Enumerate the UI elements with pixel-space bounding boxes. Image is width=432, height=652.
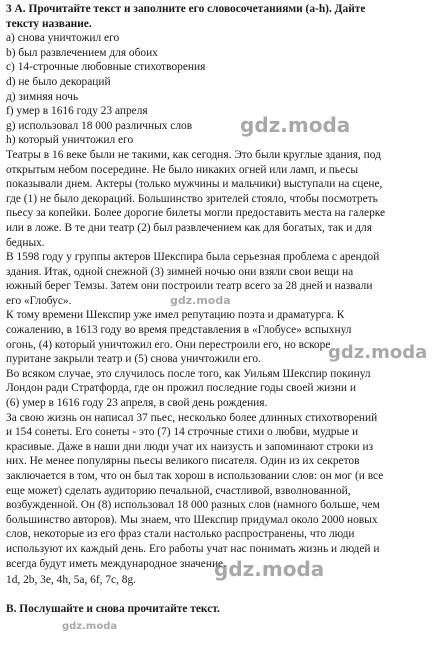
text-line: Лондон ради Стратфорда, где он прожил последние годы своей жизни и	[6, 382, 356, 395]
text-line: его «Глобус».	[6, 294, 72, 307]
options-list	[6, 31, 426, 148]
text-line: всегда будут иметь международное значение.	[6, 557, 226, 570]
option-item: д) зимняя ночь	[6, 90, 79, 103]
exercise-page	[6, 2, 426, 616]
text-line: В 1598 году у группы актеров Шекспира была серьезная проблема с арендой	[6, 251, 380, 264]
text-line: заключается в том, что он был так хорош в использовании слов: он мог (и все	[6, 470, 384, 482]
text-line: бедных.	[6, 236, 45, 249]
watermark: gdz.moda	[214, 557, 325, 581]
watermark: gdz.moda	[170, 294, 231, 307]
text-line: красивые. Даже в наши дни люди учат их наизусть и запоминают строки из	[6, 440, 374, 453]
answer-key: 1d, 2b, 3e, 4h, 5a, 6f, 7c, 8g.	[6, 574, 137, 587]
text-line: Во всяком случае, это случилось после того, как Уильям Шекспир покинул	[6, 367, 371, 380]
option-item: f) умер в 1616 году 23 апреля	[6, 105, 148, 118]
text-line: огонь, (4) который уничтожил его. Они перестроили его, но вскоре	[6, 338, 331, 351]
text-line: сожалению, в 1613 году во время представления в «Глобусе» вспыхнул	[6, 324, 352, 337]
option-item: d) не было декораций	[6, 75, 111, 88]
text-line: или в ложе. В те дни театр (2) был развлечением как для богатых, так и для	[6, 221, 372, 234]
text-line: пьесу за копейки. Более дорогие билеты могли предоставить места на галерке	[6, 207, 386, 220]
text-line: слов, некоторые из его фраз стали настолько распространены, что люди	[6, 528, 355, 541]
text-line: южный берег Темзы. Затем они построили театр всего за 28 дней и назвали	[6, 280, 373, 293]
text-line: здания. Итак, одной снежной (3) зимней ночью они взяли свои вещи на	[6, 265, 354, 278]
text-line: открытым небом посередине. Не было никаких огней или ламп, и пьесы	[6, 163, 359, 176]
option-item: b) был развлечением для обоих	[6, 46, 158, 59]
option-item: g) использовал 18 000 различных слов	[6, 119, 193, 132]
section-b-heading: B. Послушайте и снова прочитайте текст.	[6, 602, 220, 615]
task-heading	[6, 2, 426, 31]
text-line: большинство авторов). Мы знаем, что Шекспир придумал около 2000 новых	[6, 513, 378, 526]
paragraph	[6, 367, 426, 411]
watermark: gdz.moda	[62, 621, 118, 632]
text-line: возбужденной. Он (8) использовал 18 000 разных слов (намного больше, чем	[6, 499, 380, 512]
option-item: c) 14-строчные любовные стихотворения	[6, 61, 206, 74]
text-line: где (1) не было декораций. Большинство зрителей стояло, чтобы посмотреть	[6, 192, 378, 205]
text-line: них. Не менее популярны пьесы великого писателя. Один из их секретов	[6, 455, 360, 468]
option-item: a) снова уничтожил его	[6, 32, 120, 45]
text-line: показывали днем. Актеры (только мужчины и мальчики) выступали на сцене,	[6, 178, 383, 191]
option-item: h) который уничтожил его	[6, 134, 134, 147]
paragraph	[6, 148, 426, 250]
text-line: К тому времени Шекспир уже имел репутацию поэта и драматурга. К	[6, 309, 345, 322]
watermark: gdz.moda	[240, 113, 351, 137]
text-line: пуритане закрыли театр и (5) снова уничтожили его.	[6, 353, 261, 366]
text-line: еще может) сделать аудиторию печальной, счастливой, взволнованной,	[6, 484, 351, 497]
text-line: За свою жизнь он написал 37 пьес, несколько более длинных стихотворений	[6, 411, 378, 424]
text-line: (6) умер в 1616 году 23 апреля, в свой день рождения.	[6, 397, 268, 410]
task-heading-line: 3 А. Прочитайте текст и заполните его словосочетаниями (a-h). Дайте	[6, 3, 366, 15]
text-line: Театры в 16 веке были не такими, как сегодня. Это были круглые здания, под	[6, 148, 381, 161]
paragraph	[6, 411, 426, 572]
watermark: gdz.moda	[328, 342, 428, 363]
text-line: используют их каждый день. Его работы учат нас понимать жизнь и людей и	[6, 542, 380, 555]
task-heading-line: тексту название.	[6, 17, 92, 30]
text-line: и 154 сонеты. Его сонеты - это (7) 14 строчные стихи о любви, мудрые и	[6, 426, 359, 439]
